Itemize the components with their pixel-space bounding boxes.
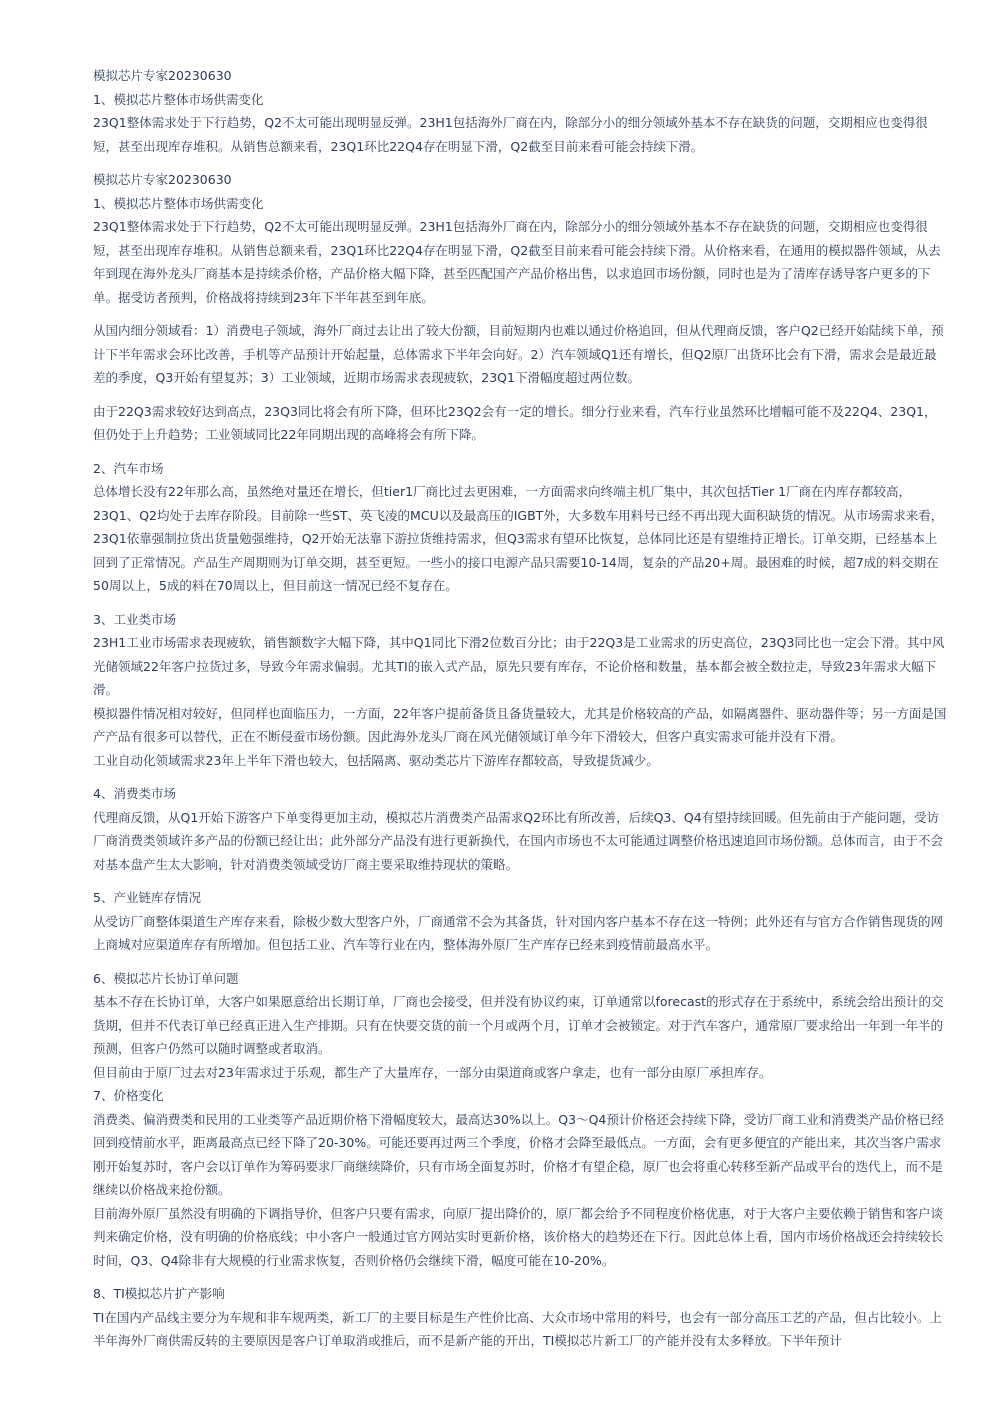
section-heading: 2、汽车市场: [93, 460, 164, 476]
paragraph: 由于22Q3需求较好达到高点，23Q3同比将会有所下降，但环比23Q2会有一定的增长。细分行业来看，汽车行业虽然环比增幅可能不及22Q4、23Q1，但仍处于上升趋势；工业领域同比22年同期出现的高峰将会有所下降。: [93, 403, 937, 442]
paragraph: 消费类、偏消费类和民用的工业类等产品近期价格下滑幅度较大，最高达30%以上。Q3～Q4预计价格还会持续下降，受访厂商工业和消费类产品价格已经回到疫情前水平，距离最高点已经下降了20-30%。可能还要再过两三个季度，价格才会降至最低点。一方面，会有更多便宜的产能出来，其次当客户需求刚开始复苏时，客户会以订单作为筹码要求厂商继续降价，只有市场全面复苏时，价格才有望企稳，原厂也会将重心转移至新产品或平台的迭代上，而不是继续以价格战来抢份额。: [93, 1111, 944, 1197]
paragraph: 23H1工业市场需求表现疲软，销售额数字大幅下降，其中Q1同比下滑2位数百分比；由于22Q3是工业需求的历史高位，23Q3同比也一定会下滑。其中风光储领域22年客户拉货过多，导致今年需求偏弱。尤其TI的嵌入式产品，原先只要有库存，不论价格和数量，基本都会被全数拉走，导致23年需求大幅下滑。: [93, 635, 945, 697]
paragraph: 模拟器件情况相对较好，但同样也面临压力，一方面，22年客户提前备货且备货量较大，尤其是价格较高的产品，如隔离器件、驱动器件等；另一方面是国产产品有很多可以替代，正在不断侵蚕市场份额。因此海外龙头厂商在风光储领域订单今年下滑较大，但客户真实需求可能并没有下滑。: [93, 705, 947, 744]
paragraph: 从受访厂商整体渠道生产库存来看，除极少数大型客户外，厂商通常不会为其备货，针对国内客户基本不存在这一特例；此外还有与官方合作销售现货的网上商城对应渠道库存有所增加。但包括工业、汽车等行业在内，整体海外原厂生产库存已经来到疫情前最高水平。: [93, 913, 944, 952]
section-heading: 7、价格变化: [93, 1088, 164, 1103]
paragraph: 工业自动化领域需求23年上半年下滑也较大，包括隔离、驱动类芯片下游库存都较高，导致提货减少。: [93, 752, 659, 768]
paragraph: TI在国内产品线主要分为车规和非车规两类，新工厂的主要目标是生产性价比高、大众市场中常用的料号，也会有一部分高压工艺的产品，但占比较小。上半年海外厂商供需反转的主要原因是客户订单取消或推后，而不是新产能的开出，TI模拟芯片新工厂的产能并没有太多释放。下半年预计: [93, 1309, 942, 1348]
section-heading: 8、TI模拟芯片扩产影响: [93, 1286, 225, 1301]
section-heading: 1、模拟芯片整体市场供需变化: [93, 91, 264, 107]
paragraph: 总体增长没有22年那么高，虽然绝对量还在增长，但tier1厂商比过去更困难，一方面需求向终端主机厂集中，其次包括Tier 1厂商在内库存都较高，23Q1、Q2均处于去库存阶段。目前除一些ST、英飞凌的MCU以及最高压的IGBT外，大多数车用料号已经不再出现大面积缺货的情况。从市场需求来看，23Q1依靠强制拉货出货量勉强维持，Q2开始无法靠下游拉货维持需求，但Q3需求有望环比恢复，总体同比还是有望维持正增长。订单交期，已经基本上回到了正常情况。产品生产周期则为订单交期，甚至更短。一些小的接口电源产品只需要10-14周，复杂的产品20+周。最困难的时候，超7成的料交期在50周以上，5成的料在70周以上，但目前这一情况已经不复存在。: [93, 484, 944, 593]
paragraph: 基本不存在长协订单，大客户如果愿意给出长期订单，厂商也会接受，但并没有协议约束，订单通常以forecast的形式存在于系统中，系统会给出预计的交货期，但并不代表订单已经真正进入生产排期。只有在快要交货的前一个月或两个月，订单才会被锁定。对于汽车客户，通常原厂要求给出一年到一年半的预测，但客户仍然可以随时调整或者取消。: [93, 994, 944, 1056]
document-page: [93, 64, 947, 1353]
paragraph: 但目前由于原厂过去对23年需求过于乐观，都生产了大量库存，一部分由渠道商或客户拿走，也有一部分由原厂承担库存。: [93, 1064, 772, 1080]
doc-title: 模拟芯片专家20230630: [93, 172, 232, 187]
paragraph: 23Q1整体需求处于下行趋势，Q2不太可能出现明显反弹。23H1包括海外厂商在内，除部分小的细分领域外基本不存在缺货的问题，交期相应也变得很短，甚至出现库存堆积。从销售总额来看，23Q1环比22Q4存在明显下滑，Q2截至目前来看可能会持续下滑。从价格来看，在通用的模拟器件领域，从去年到现在海外龙头厂商基本是持续杀价格，产品价格大幅下降，甚至匹配国产产品价格出售，以求追回市场份额，同时也是为了清库存诱导客户更多的下单。据受访者预判，价格战将持续到23年下半年甚至到年底。: [93, 219, 941, 305]
section-heading: 3、工业类市场: [93, 611, 176, 627]
section-heading: 5、产业链库存情况: [93, 890, 201, 905]
section-heading: 6、模拟芯片长协订单问题: [93, 970, 239, 986]
paragraph: 代理商反馈，从Q1开始下游客户下单变得更加主动，模拟芯片消费类产品需求Q2环比有所改善，后续Q3、Q4有望持续回暖。但先前由于产能问题，受访厂商消费类领域许多产品的份额已经让出；此外部分产品没有进行更新换代，在国内市场也不太可能通过调整价格迅速追回市场份额。总体而言，由于不会对基本盘产生太大影响，针对消费类领域受访厂商主要采取维持现状的策略。: [93, 809, 944, 872]
paragraph: 目前海外原厂虽然没有明确的下调指导价，但客户只要有需求，向原厂提出降价的，原厂都会给予不同程度价格优惠，对于大客户主要依赖于销售和客户谈判来确定价格，没有明确的价格底线；中小客户一般通过官方网站实时更新价格，该价格大的趋势还在下行。因此总体上看，国内市场价格战还会持续较长时间，Q3、Q4除非有大规模的行业需求恢复，否则价格仍会继续下滑，幅度可能在10-20%。: [93, 1205, 944, 1268]
doc-title: 模拟芯片专家20230630: [93, 68, 232, 83]
section-heading: 1、模拟芯片整体市场供需变化: [93, 195, 264, 211]
section-heading: 4、消费类市场: [93, 786, 176, 801]
intro-paragraph: 23Q1整体需求处于下行趋势，Q2不太可能出现明显反弹。23H1包括海外厂商在内，除部分小的细分领域外基本不存在缺货的问题，交期相应也变得很短，甚至出现库存堆积。从销售总额来看，23Q1环比22Q4存在明显下滑，Q2截至目前来看可能会持续下滑。: [93, 115, 928, 154]
paragraph: 从国内细分领域看：1）消费电子领域，海外厂商过去让出了较大份额，目前短期内也难以通过价格追回，但从代理商反馈，客户Q2已经开始陆续下单，预计下半年需求会环比改善，手机等产品预计开始起量，总体需求下半年会向好。2）汽车领域Q1还有增长，但Q2原厂出货环比会有下滑，需求会是最近最差的季度，Q3开始有望复苏；3）工业领域，近期市场需求表现疲软，23Q1下滑幅度超过两位数。: [93, 323, 944, 385]
